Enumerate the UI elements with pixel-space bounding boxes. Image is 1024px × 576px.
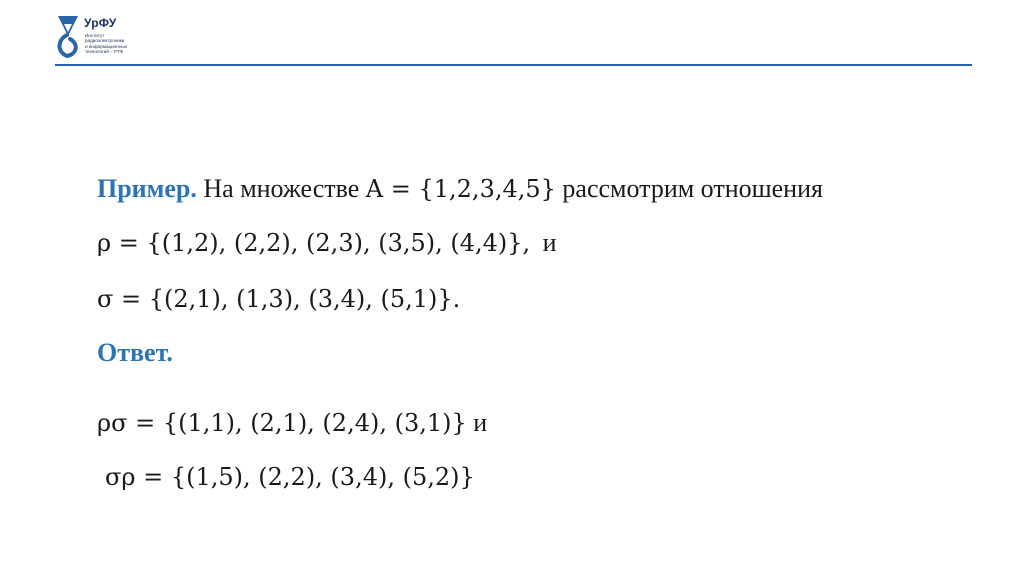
sigma-rho-line bbox=[105, 460, 475, 494]
header-divider bbox=[55, 64, 972, 66]
slide-header bbox=[0, 0, 1024, 70]
example-text-1: На множестве bbox=[203, 174, 360, 203]
logo-title: УрФУ bbox=[84, 16, 117, 30]
urfu-logo bbox=[55, 14, 195, 60]
rho-sigma-composition: ρσ = {(1,1), (2,1), (2,4), (3,1)} bbox=[97, 409, 467, 437]
logo-subtitle-line: технологий – РТФ bbox=[85, 49, 123, 55]
sigma-definition: σ = {(2,1), (1,3), (3,4), (5,1)}. bbox=[97, 285, 461, 313]
conjunction-and: и bbox=[473, 408, 488, 437]
sigma-rho-composition: σρ = {(1,5), (2,2), (3,4), (5,2)} bbox=[105, 463, 475, 491]
set-a-formula: A = {1,2,3,4,5} bbox=[365, 175, 556, 203]
rho-sigma-line bbox=[97, 406, 487, 440]
example-text-2: рассмотрим отношения bbox=[562, 174, 823, 203]
urfu-logo-icon bbox=[55, 14, 81, 58]
sigma-definition-line bbox=[97, 282, 460, 316]
answer-label: Ответ. bbox=[97, 338, 173, 367]
example-line bbox=[97, 172, 823, 206]
example-label: Пример. bbox=[97, 174, 197, 203]
rho-definition-line bbox=[97, 226, 557, 260]
logo-subtitle-line: и информационных bbox=[85, 43, 127, 49]
logo-subtitle-line: радиоэлектроники bbox=[85, 38, 125, 44]
logo-subtitle-line: Институт bbox=[85, 33, 105, 38]
logo-subtitle bbox=[85, 33, 127, 55]
conjunction-and: и bbox=[542, 228, 557, 257]
rho-definition: ρ = {(1,2), (2,2), (2,3), (3,5), (4,4)}, bbox=[97, 229, 531, 257]
answer-line bbox=[97, 336, 173, 370]
